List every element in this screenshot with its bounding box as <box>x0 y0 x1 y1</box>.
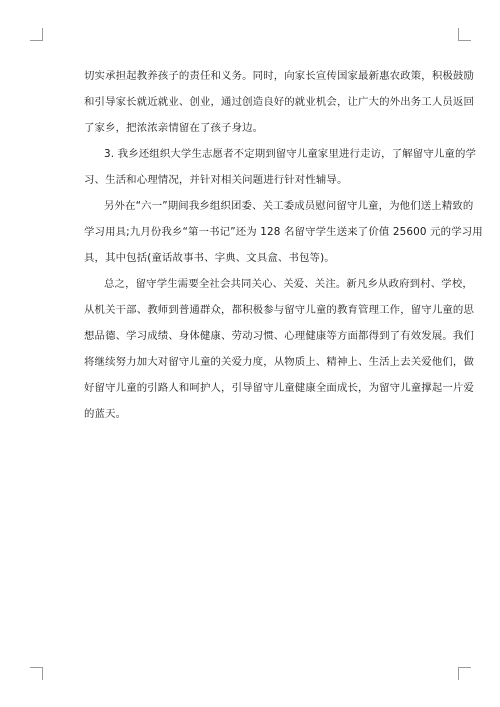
text-line: 和引导家长就近就业、创业，通过创造良好的就业机会，让广大的外出务工人员返回 <box>84 96 474 108</box>
document-body <box>84 63 483 427</box>
text-line: 了家乡，把浓浓亲情留在了孩子身边。 <box>84 122 264 134</box>
text-line: 将继续努力加大对留守儿童的关爱力度，从物质上、精神上、生活上去关爱他们，做 <box>84 356 474 368</box>
text-line: 从机关干部、教师到普通群众，都积极参与留守儿童的教育管理工作，留守儿童的思 <box>84 304 474 316</box>
text-line: 另外在“六一”期间我乡组织团委、关工委成员慰问留守儿童，为他们送上精致的 <box>104 200 474 212</box>
text-line: 总之，留守学生需要全社会共同关心、关爱、关注。新凡乡从政府到村、学校， <box>104 278 473 290</box>
crop-mark-top-left <box>30 28 43 41</box>
crop-mark-top-right <box>458 28 471 41</box>
text-line: 切实承担起教养孩子的责任和义务。同时，向家长宣传国家最新惠农政策，积极鼓励 <box>84 70 474 82</box>
text-line: 的蓝天。 <box>84 408 127 420</box>
text-line: 习、生活和心理情况，并针对相关问题进行针对性辅导。 <box>84 174 348 186</box>
text-line: 3. 我乡还组织大学生志愿者不定期到留守儿童家里进行走访，了解留守儿童的学 <box>104 148 477 160</box>
crop-mark-bottom-left <box>30 667 43 680</box>
crop-mark-bottom-right <box>458 667 471 680</box>
text-line: 想品德、学习成绩、身体健康、劳动习惯、心理健康等方面都得到了有效发展。我们 <box>84 330 474 342</box>
text-line: 学习用具;九月份我乡“第一书记”还为 128 名留守学生送来了价值 25600 元的学习用 <box>84 226 483 238</box>
text-line: 好留守儿童的引路人和呵护人，引导留守儿童健康全面成长，为留守儿童撑起一片爱 <box>84 382 474 394</box>
text-line: 具，其中包括(童话故事书、字典、文具盒、书包等)。 <box>84 252 335 264</box>
